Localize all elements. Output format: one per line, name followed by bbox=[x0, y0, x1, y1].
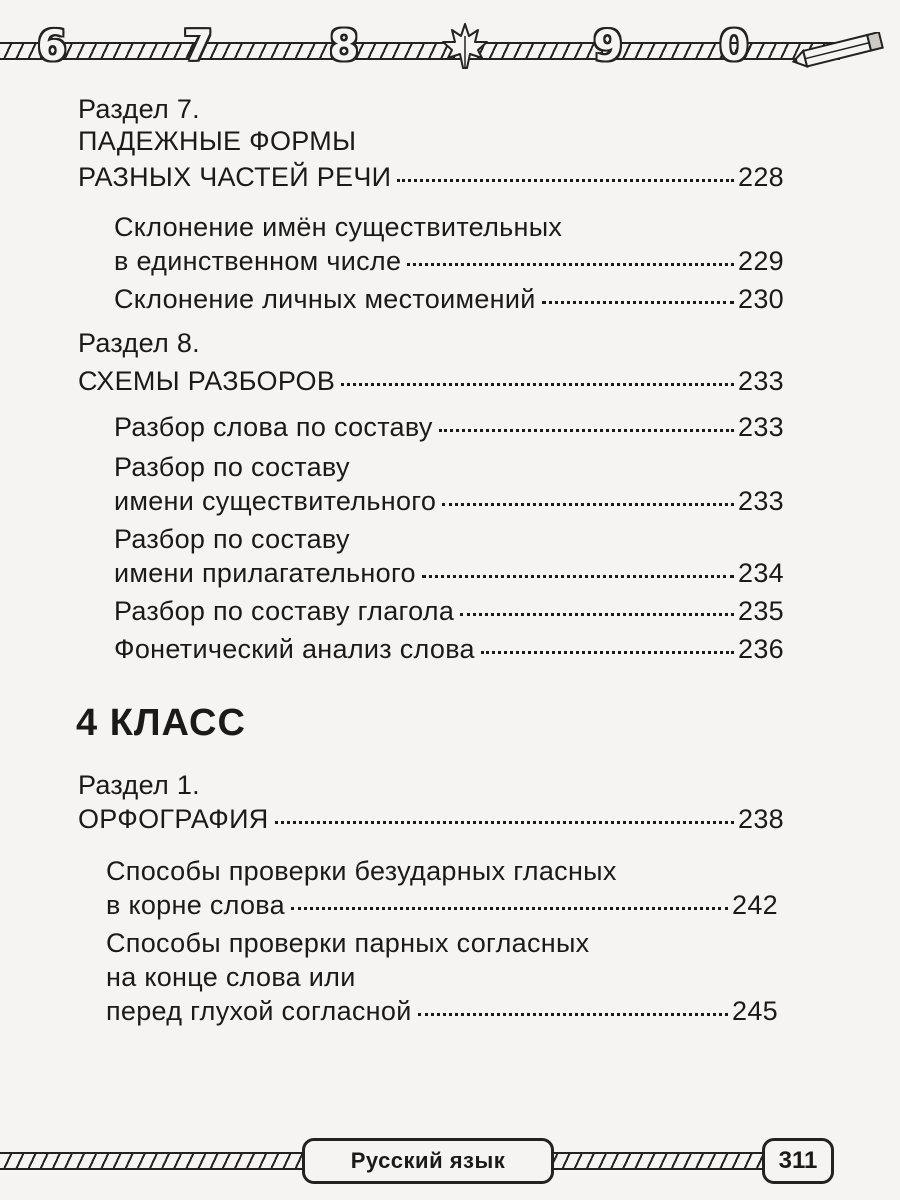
page-number: 229 bbox=[738, 246, 784, 276]
page-number: 233 bbox=[738, 366, 784, 396]
dot-leader bbox=[439, 429, 734, 432]
toc-subentry-text: Склонение имён существительных bbox=[114, 212, 563, 242]
toc-subentry-text: Разбор по составу bbox=[114, 524, 350, 554]
section-title: ПАДЕЖНЫЕ ФОРМЫ bbox=[78, 126, 357, 156]
dot-leader bbox=[407, 263, 734, 266]
page-number: 228 bbox=[738, 162, 784, 192]
page-number: 233 bbox=[738, 412, 784, 442]
page-number: 245 bbox=[732, 996, 778, 1026]
dot-leader bbox=[542, 301, 734, 304]
page-number: 235 bbox=[738, 596, 784, 626]
toc-subentry[interactable]: имени существительного 233 bbox=[114, 486, 784, 516]
header-ruler bbox=[0, 18, 900, 70]
header-digit: 9 bbox=[593, 21, 623, 70]
header-digit: 6 bbox=[37, 21, 67, 70]
dot-leader bbox=[341, 383, 734, 386]
header-digit: 8 bbox=[329, 21, 359, 70]
toc-subentry-text: Способы проверки парных согласных bbox=[106, 928, 590, 958]
toc-subentry[interactable]: Разбор по составу глагола 235 bbox=[114, 596, 784, 626]
page-number: 238 bbox=[738, 804, 784, 834]
dot-leader bbox=[397, 179, 734, 182]
page-number: 242 bbox=[732, 890, 778, 920]
toc-subentry-text: Разбор по составу bbox=[114, 452, 350, 482]
toc-subentry[interactable]: Склонение личных местоимений 230 bbox=[114, 284, 784, 314]
toc-subentry[interactable]: имени прилагательного 234 bbox=[114, 558, 784, 588]
toc-subentry[interactable]: Разбор слова по составу 233 bbox=[114, 412, 784, 442]
toc-subentry-text: на конце слова или bbox=[106, 962, 356, 992]
header-digit: 7 bbox=[183, 21, 213, 70]
dot-leader bbox=[442, 503, 734, 506]
toc-subentry[interactable]: в единственном числе 229 bbox=[114, 246, 784, 276]
maple-leaf-icon bbox=[440, 22, 490, 70]
dot-leader bbox=[418, 1013, 728, 1016]
section-label: Раздел 8. bbox=[78, 328, 200, 358]
section-label: Раздел 1. bbox=[78, 770, 200, 800]
toc-entry[interactable]: ОРФОГРАФИЯ 238 bbox=[78, 804, 784, 834]
page-number: 236 bbox=[738, 634, 784, 664]
dot-leader bbox=[291, 907, 728, 910]
dot-leader bbox=[460, 613, 734, 616]
toc-subentry[interactable]: Фонетический анализ слова 236 bbox=[114, 634, 784, 664]
page-number: 234 bbox=[738, 558, 784, 588]
subject-label: Русский язык bbox=[302, 1138, 554, 1184]
dot-leader bbox=[422, 575, 734, 578]
toc-entry[interactable]: РАЗНЫХ ЧАСТЕЙ РЕЧИ 228 bbox=[78, 162, 784, 192]
header-digit: 0 bbox=[719, 21, 749, 70]
page-number: 233 bbox=[738, 486, 784, 516]
dot-leader bbox=[481, 651, 734, 654]
page-number-badge: 311 bbox=[762, 1138, 834, 1184]
section-label: Раздел 7. bbox=[78, 94, 200, 124]
page-number: 230 bbox=[738, 284, 784, 314]
toc-subentry-text: Способы проверки безударных гласных bbox=[106, 856, 617, 886]
toc-subentry[interactable]: в корне слова 242 bbox=[106, 890, 778, 920]
dot-leader bbox=[275, 821, 734, 824]
grade-heading: 4 КЛАСС bbox=[76, 702, 246, 744]
pencil-icon bbox=[790, 32, 890, 68]
toc-entry[interactable]: СХЕМЫ РАЗБОРОВ 233 bbox=[78, 366, 784, 396]
toc-subentry[interactable]: перед глухой согласной 245 bbox=[106, 996, 778, 1026]
page-footer bbox=[0, 1132, 900, 1188]
